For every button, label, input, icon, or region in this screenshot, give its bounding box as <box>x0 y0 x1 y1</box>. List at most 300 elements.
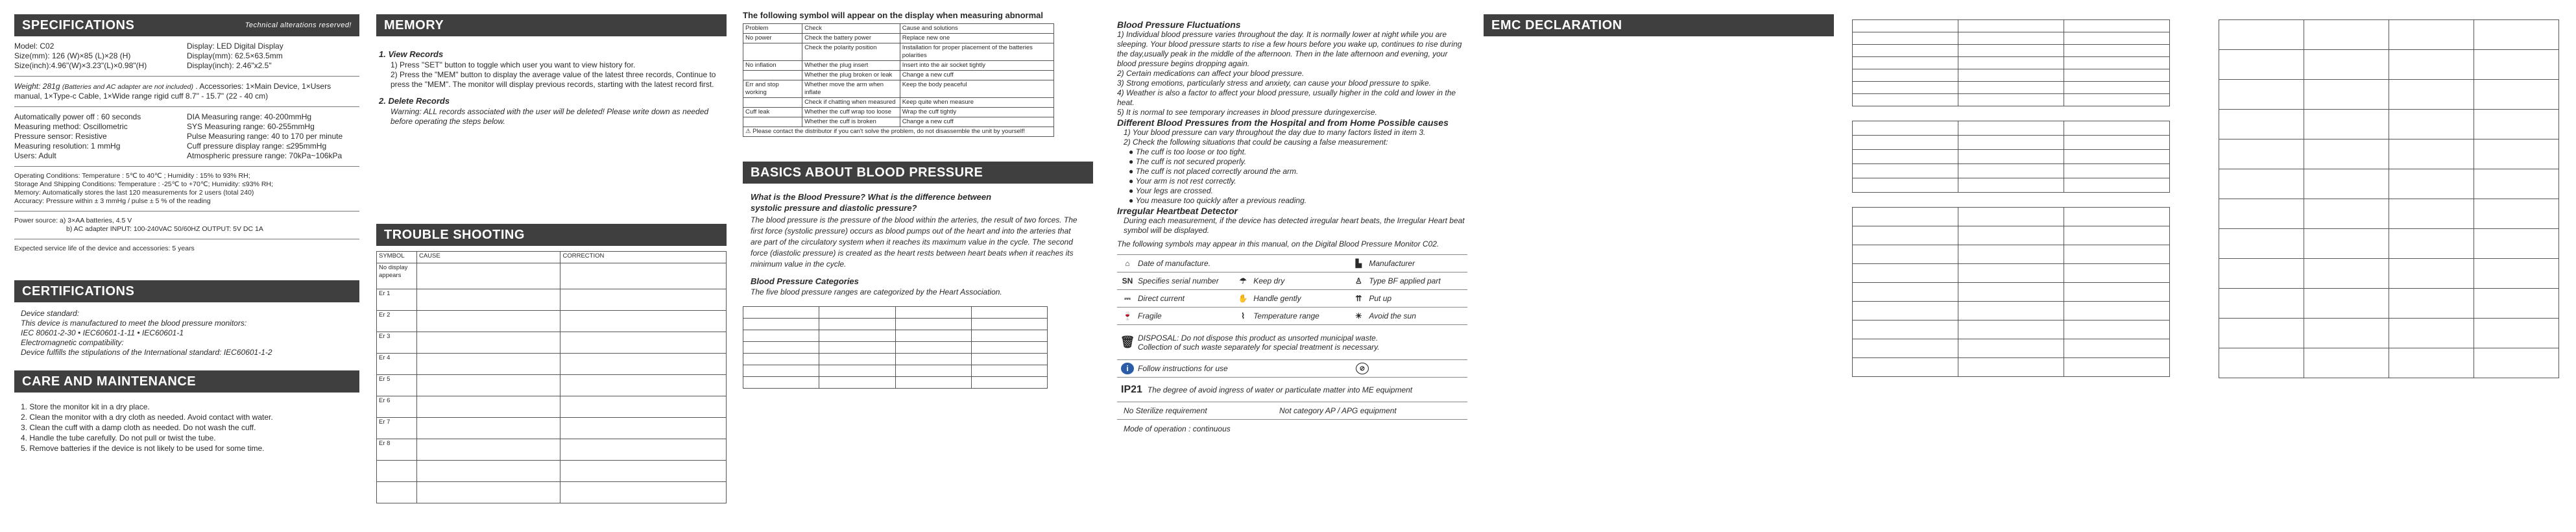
abnormal-cell: Check the polarity position <box>802 43 900 61</box>
bullet-icon: ● <box>1129 196 1136 205</box>
abnormal-cell: Whether move the arm when inflate <box>802 80 900 98</box>
care-header <box>14 370 359 393</box>
empty-cell <box>1853 358 1958 377</box>
trouble-title: TROUBLE SHOOTING <box>384 227 525 242</box>
empty-cell <box>2219 259 2304 289</box>
empty-cell <box>1958 283 2064 302</box>
fluctuations-title: Blood Pressure Fluctuations <box>1117 19 1241 30</box>
abnormal-cell <box>743 71 802 80</box>
ip21-text: The degree of avoid ingress of water or particulate matter into ME equipment <box>1147 385 1413 394</box>
empty-cell <box>2474 139 2559 169</box>
empty-cell <box>1853 94 1958 106</box>
ip21-label: IP21 <box>1121 383 1142 395</box>
empty-cell <box>2304 259 2389 289</box>
certifications-title: CERTIFICATIONS <box>22 284 135 298</box>
empty-cell <box>1958 264 2064 283</box>
table-row <box>377 418 727 439</box>
empty-cell <box>2064 178 2170 193</box>
symbol-label: Direct current <box>1138 294 1185 303</box>
trouble-cause-cell <box>416 311 560 332</box>
table-row <box>377 461 727 482</box>
abnormal-cell: Keep the body peaceful <box>900 80 1053 98</box>
table-row <box>2219 50 2559 80</box>
empty-cell <box>895 307 971 319</box>
trouble-cause-cell <box>416 439 560 461</box>
abnormal-cell: Keep quite when measure <box>900 98 1053 108</box>
table-row <box>743 342 1048 354</box>
fluctuations-column <box>1117 0 1467 532</box>
trouble-symbol-cell <box>377 461 417 482</box>
table-row <box>2219 319 2559 348</box>
empty-cell <box>2389 50 2474 80</box>
trouble-cause-cell <box>416 332 560 354</box>
emc-table-4 <box>2219 19 2559 378</box>
empty-cell <box>971 307 1047 319</box>
emc-table-2 <box>1852 121 2170 193</box>
empty-cell <box>895 342 971 354</box>
table-row <box>2219 289 2559 319</box>
trouble-header-cell: SYMBOL <box>377 252 417 263</box>
instructions-icon: i <box>1121 363 1134 374</box>
table-row <box>1853 339 2170 358</box>
false-measurement-item <box>1129 147 1467 157</box>
mode-text: Mode of operation : continuous <box>1124 424 1231 433</box>
empty-cell <box>1853 208 1958 226</box>
empty-cell <box>819 307 895 319</box>
symbol-cell <box>1117 310 1233 322</box>
empty-cell <box>1853 320 1958 339</box>
trouble-cause-cell <box>416 375 560 396</box>
table-row <box>743 71 1054 80</box>
empty-cell <box>1853 121 1958 136</box>
abnormal-column <box>743 0 1093 532</box>
table-row <box>743 365 1048 377</box>
empty-cell <box>2474 348 2559 378</box>
table-row <box>377 396 727 418</box>
emc-tables-column <box>1852 0 2170 532</box>
certification-line: Electromagnetic compatibility: <box>21 338 124 347</box>
empty-cell <box>895 319 971 330</box>
false-measurement-item <box>1129 157 1467 167</box>
empty-cell <box>2064 283 2170 302</box>
false-measurement-item <box>1129 196 1467 206</box>
symbol-cell <box>1348 258 1467 269</box>
fragile-icon: 🍷 <box>1122 311 1133 320</box>
symbol-cell <box>1233 310 1348 322</box>
disposal-text: DISPOSAL: Do not dispose this product as unsorted municipal waste. Collection of such waste separately for special treatment is necessary. <box>1138 333 1380 352</box>
wheelie-bin-icon: 🗑 <box>1120 335 1135 348</box>
empty-cell <box>2474 199 2559 229</box>
spec-right-list <box>187 112 359 161</box>
table-row <box>377 439 727 461</box>
symbol-cell <box>1348 275 1463 287</box>
fluctuations-list <box>1117 30 1467 117</box>
empty-cell <box>2389 289 2474 319</box>
table-row <box>743 34 1054 43</box>
table-row <box>1853 358 2170 377</box>
trouble-symbol-cell: Er 3 <box>377 332 417 354</box>
spec-size-mm: Size(mm): 126 (W)×85 (L)×28 (H) <box>14 51 131 60</box>
emc-title: EMC DECLARATION <box>1491 18 1622 32</box>
empty-cell <box>1958 358 2064 377</box>
empty-cell <box>1958 164 2064 178</box>
trouble-header-cell: CORRECTION <box>560 252 727 263</box>
basics-title: BASICS ABOUT BLOOD PRESSURE <box>751 165 983 180</box>
abnormal-cell: Err and stop working <box>743 80 802 98</box>
empty-cell <box>2474 259 2559 289</box>
empty-cell <box>2064 82 2170 94</box>
differences-1: 1) Your blood pressure can vary throughout the day due to many factors listed in item 3. <box>1124 128 1426 137</box>
symbol-label: Date of manufacture. <box>1138 259 1211 268</box>
emc-column <box>1484 0 1834 532</box>
empty-cell <box>971 330 1047 342</box>
trouble-cause-cell <box>416 482 560 503</box>
trouble-correction-cell <box>560 396 727 418</box>
abnormal-cell: Whether the plug insert <box>802 61 900 71</box>
abnormal-header-cell: Problem <box>743 24 802 34</box>
care-item: 5. Remove batteries if the device is not likely to be used for some time. <box>21 444 265 453</box>
spec-left-item: Measuring method: Oscillometric <box>14 122 128 131</box>
empty-cell <box>2389 169 2474 199</box>
empty-cell <box>2304 80 2389 110</box>
trouble-symbol-cell: Er 7 <box>377 418 417 439</box>
abnormal-cell: Whether the cuff is broken <box>802 117 900 127</box>
memory-header <box>376 14 727 36</box>
certification-line: This device is manufactured to meet the blood pressure monitors: <box>21 319 247 328</box>
empty-cell <box>2219 139 2304 169</box>
table-row <box>2219 229 2559 259</box>
trouble-symbol-cell: Er 6 <box>377 396 417 418</box>
spec-right-item: Cuff pressure display range: ≤295mmHg <box>187 141 327 151</box>
serial-number-icon: SN <box>1122 276 1133 285</box>
symbol-cell <box>1117 275 1233 287</box>
certification-line: Device standard: <box>21 309 80 318</box>
empty-cell <box>2304 20 2389 50</box>
empty-cell <box>2389 80 2474 110</box>
empty-cell <box>1853 164 1958 178</box>
specifications-title: SPECIFICATIONS <box>22 18 135 32</box>
care-item: 3. Clean the cuff with a damp cloth as needed. Do not wash the cuff. <box>21 423 256 432</box>
empty-cell <box>2389 199 2474 229</box>
empty-cell <box>2219 110 2304 139</box>
certification-line: IEC 80601-2-30 • IEC60601-1-11 • IEC60601-1 <box>21 328 184 337</box>
symbol-label: Keep dry <box>1253 276 1285 285</box>
trouble-correction-cell <box>560 482 727 503</box>
empty-cell <box>1958 302 2064 320</box>
symbol-cell <box>1233 275 1348 287</box>
warning-icon: ⚠ <box>745 128 753 135</box>
trouble-symbol-cell: Er 8 <box>377 439 417 461</box>
empty-cell <box>1958 57 2064 69</box>
empty-cell <box>971 354 1047 365</box>
care-list <box>14 393 359 453</box>
view-records-item: 1) Press "SET" button to toggle which user you want to view history for. <box>391 60 636 69</box>
care-item: 4. Handle the tube carefully. Do not pull or twist the tube. <box>21 433 216 442</box>
empty-cell <box>971 377 1047 389</box>
spec-display-mm: Display(mm): 62.5×63.5mm <box>187 51 283 60</box>
follow-text: Follow instructions for use <box>1138 364 1228 373</box>
empty-cell <box>2304 199 2389 229</box>
false-measurement-text: Your legs are crossed. <box>1135 186 1213 195</box>
symbol-cell <box>1117 258 1348 269</box>
abnormal-cell: Change a new cuff <box>900 117 1053 127</box>
certifications-body <box>14 302 359 357</box>
disposal-row <box>1117 325 1467 360</box>
empty-cell <box>1958 208 2064 226</box>
view-records-item: 2) Press the "MEM" button to display the average value of the latest three records, Continue to press the "MEM". The monitor will display previous records, starting with the latest record first. <box>391 70 716 89</box>
spec-display-inch: Display(inch): 2.46"x2.5" <box>187 61 272 70</box>
empty-cell <box>2064 358 2170 377</box>
abnormal-cell: Whether the plug broken or leak <box>802 71 900 80</box>
spec-left-item: Users: Adult <box>14 151 56 160</box>
table-row <box>1853 264 2170 283</box>
table-row <box>1853 245 2170 264</box>
symbol-cell <box>1348 310 1463 322</box>
table-row <box>1853 69 2170 82</box>
table-row <box>1853 164 2170 178</box>
ihb-title: Irregular Heartbeat Detector <box>1117 206 1238 216</box>
table-row <box>1853 226 2170 245</box>
empty-cell <box>1958 136 2064 150</box>
empty-cell <box>2064 94 2170 106</box>
table-row <box>1853 320 2170 339</box>
symbol-label: Put up <box>1369 294 1392 303</box>
spec-weight: Weight: 281g <box>14 82 60 91</box>
empty-cell <box>1958 69 2064 82</box>
empty-cell <box>971 365 1047 377</box>
table-row <box>1853 82 2170 94</box>
abnormal-note-cell <box>743 127 1054 137</box>
specifications-column <box>14 0 359 532</box>
table-row <box>743 80 1054 98</box>
trouble-cause-cell <box>416 289 560 311</box>
keep-dry-icon: ☂ <box>1239 276 1247 285</box>
trouble-correction-cell <box>560 354 727 375</box>
symbol-label: Fragile <box>1138 311 1162 320</box>
empty-cell <box>895 330 971 342</box>
empty-cell <box>2064 136 2170 150</box>
trouble-correction-cell <box>560 461 727 482</box>
symbol-label: Handle gently <box>1253 294 1301 303</box>
symbols-intro: The following symbols may appear in this manual, on the Digital Blood Pressure Monitor C02. <box>1117 239 1439 248</box>
empty-cell <box>1853 226 1958 245</box>
table-row <box>377 263 727 289</box>
trouble-correction-cell <box>560 263 727 289</box>
trouble-cause-cell <box>416 354 560 375</box>
mode-row <box>1117 420 1467 437</box>
fluctuation-item: 3) Strong emotions, particularly stress and anxiety, can cause your blood pressure to spike. <box>1117 79 1432 88</box>
spec-power-1: Power source: a) 3×AA batteries, 4.5 V <box>14 217 132 224</box>
table-row <box>1853 136 2170 150</box>
spec-right-item: DIA Measuring range: 40-200mmHg <box>187 112 312 121</box>
empty-cell <box>819 330 895 342</box>
empty-cell <box>2064 57 2170 69</box>
empty-cell <box>1853 82 1958 94</box>
empty-cell <box>1853 150 1958 164</box>
spec-service-life: Expected service life of the device and accessories: 5 years <box>14 245 195 252</box>
basics-header <box>743 162 1093 184</box>
abnormal-cell <box>743 43 802 61</box>
symbol-row <box>1117 308 1467 325</box>
abnormal-title: The following symbol will appear on the display when measuring abnormal <box>743 10 1044 20</box>
bullet-icon: ● <box>1129 147 1136 156</box>
trouble-cause-cell <box>416 461 560 482</box>
symbol-cell <box>1348 293 1463 304</box>
spec-condition-item: Operating Conditions: Temperature : 5℃ to 40℃ ; Humidity : 15% to 93% RH; <box>14 172 250 180</box>
false-measurement-item <box>1129 167 1467 176</box>
trouble-symbol-cell <box>377 482 417 503</box>
avoid-sun-icon: ☀ <box>1354 311 1362 320</box>
empty-cell <box>2304 229 2389 259</box>
spec-right-item: Atmospheric pressure range: 70kPa~106kPa <box>187 151 343 160</box>
empty-cell <box>1853 57 1958 69</box>
empty-cell <box>1958 245 2064 264</box>
trouble-cause-cell <box>416 418 560 439</box>
table-row <box>377 482 727 503</box>
spec-condition-item: Accuracy: Pressure within ± 3 mmHg / pulse ± 5 % of the reading <box>14 197 211 205</box>
abnormal-cell: No power <box>743 34 802 43</box>
symbol-cell <box>1117 293 1233 304</box>
empty-cell <box>1853 20 1958 32</box>
care-title: CARE AND MAINTENANCE <box>22 374 197 389</box>
spec-weight-note: (Batteries and AC adapter are not included) <box>62 83 193 91</box>
abnormal-cell: Cuff leak <box>743 108 802 117</box>
abnormal-cell: Check if chatting when measured <box>802 98 900 108</box>
trouble-header-cell: CAUSE <box>416 252 560 263</box>
empty-cell <box>1958 20 2064 32</box>
abnormal-table <box>743 23 1054 137</box>
category-table <box>743 306 1048 389</box>
type-bf-icon: ♙ <box>1354 276 1362 285</box>
table-row <box>1853 302 2170 320</box>
abnormal-cell: Replace new one <box>900 34 1053 43</box>
trouble-correction-cell <box>560 311 727 332</box>
empty-cell <box>2304 348 2389 378</box>
abnormal-cell: No inflation <box>743 61 802 71</box>
table-row <box>1853 32 2170 45</box>
table-row <box>377 289 727 311</box>
symbol-label: Specifies serial number <box>1138 276 1219 285</box>
spec-conditions <box>14 172 359 206</box>
trouble-header <box>376 224 727 246</box>
empty-cell <box>895 365 971 377</box>
sterilize-row <box>1117 402 1467 420</box>
trouble-correction-cell <box>560 332 727 354</box>
technical-note: Technical alterations reserved! <box>245 21 352 29</box>
symbol-row <box>1117 255 1467 272</box>
abnormal-cell: Insert into the air socket tightly <box>900 61 1053 71</box>
empty-cell <box>743 307 819 319</box>
table-row <box>2219 20 2559 50</box>
table-row <box>743 98 1054 108</box>
empty-cell <box>1853 245 1958 264</box>
empty-cell <box>2064 208 2170 226</box>
trouble-symbol-cell: Er 2 <box>377 311 417 332</box>
table-row <box>743 330 1048 342</box>
empty-cell <box>2219 319 2304 348</box>
emc-table-3 <box>1852 207 2170 377</box>
empty-cell <box>1958 121 2064 136</box>
table-row <box>2219 348 2559 378</box>
empty-cell <box>1958 82 2064 94</box>
empty-cell <box>2304 50 2389 80</box>
table-row <box>1853 20 2170 32</box>
table-row <box>1853 45 2170 57</box>
spec-left-item: Pressure sensor: Resistive <box>14 132 107 141</box>
bullet-icon: ● <box>1129 157 1136 166</box>
emc-header <box>1484 14 1834 36</box>
empty-cell <box>2064 121 2170 136</box>
abnormal-header-cell: Cause and solutions <box>900 24 1053 34</box>
empty-cell <box>2389 348 2474 378</box>
empty-cell <box>819 319 895 330</box>
empty-cell <box>1853 339 1958 358</box>
table-row <box>1853 150 2170 164</box>
empty-cell <box>1958 226 2064 245</box>
trouble-correction-cell <box>560 375 727 396</box>
table-row <box>743 377 1048 389</box>
empty-cell <box>2064 226 2170 245</box>
table-row <box>2219 139 2559 169</box>
spec-display: Display: LED Digital Display <box>187 42 283 51</box>
categories-heading: Blood Pressure Categories <box>751 276 859 286</box>
empty-cell <box>2389 139 2474 169</box>
specifications-header <box>14 14 359 36</box>
empty-cell <box>819 377 895 389</box>
abnormal-header-cell: Check <box>802 24 900 34</box>
symbol-label: Avoid the sun <box>1369 311 1416 320</box>
empty-cell <box>2219 80 2304 110</box>
table-header-row <box>377 252 727 263</box>
false-measurement-item <box>1129 176 1467 186</box>
empty-cell <box>2219 199 2304 229</box>
false-measurement-list <box>1117 147 1467 206</box>
empty-cell <box>819 354 895 365</box>
empty-cell <box>1853 136 1958 150</box>
certification-line: Device fulfills the stipulations of the International standard: IEC60601-1-2 <box>21 348 272 357</box>
spec-ranges <box>14 112 359 161</box>
put-up-icon: ⇈ <box>1355 294 1362 303</box>
empty-cell <box>2064 302 2170 320</box>
trouble-cause-cell <box>416 396 560 418</box>
handle-gently-icon: ✋ <box>1238 294 1248 303</box>
false-measurement-text: Your arm is not rest correctly. <box>1135 176 1236 186</box>
fluctuation-item: 5) It is normal to see temporary increases in blood pressure duringexercise. <box>1117 108 1377 117</box>
table-row <box>377 332 727 354</box>
emc-table-column-2 <box>2219 0 2559 532</box>
table-row <box>1853 121 2170 136</box>
trouble-symbol-cell: No display appears <box>377 263 417 289</box>
empty-cell <box>1853 69 1958 82</box>
basics-question-2: systolic pressure and diastolic pressure? <box>751 203 917 213</box>
table-row <box>2219 169 2559 199</box>
symbol-label: Type BF applied part <box>1369 276 1441 285</box>
empty-cell <box>743 330 819 342</box>
trouble-correction-cell <box>560 418 727 439</box>
empty-cell <box>2219 348 2304 378</box>
direct-current-icon: ⎓ <box>1124 293 1131 303</box>
spec-left-list <box>14 112 187 161</box>
bullet-icon: ● <box>1129 186 1136 195</box>
spec-weight-accessories <box>14 82 359 101</box>
table-row <box>743 61 1054 71</box>
empty-cell <box>2064 45 2170 57</box>
empty-cell <box>2304 139 2389 169</box>
table-row <box>743 319 1048 330</box>
empty-cell <box>2474 319 2559 348</box>
table-row <box>2219 110 2559 139</box>
symbol-row <box>1117 272 1467 290</box>
